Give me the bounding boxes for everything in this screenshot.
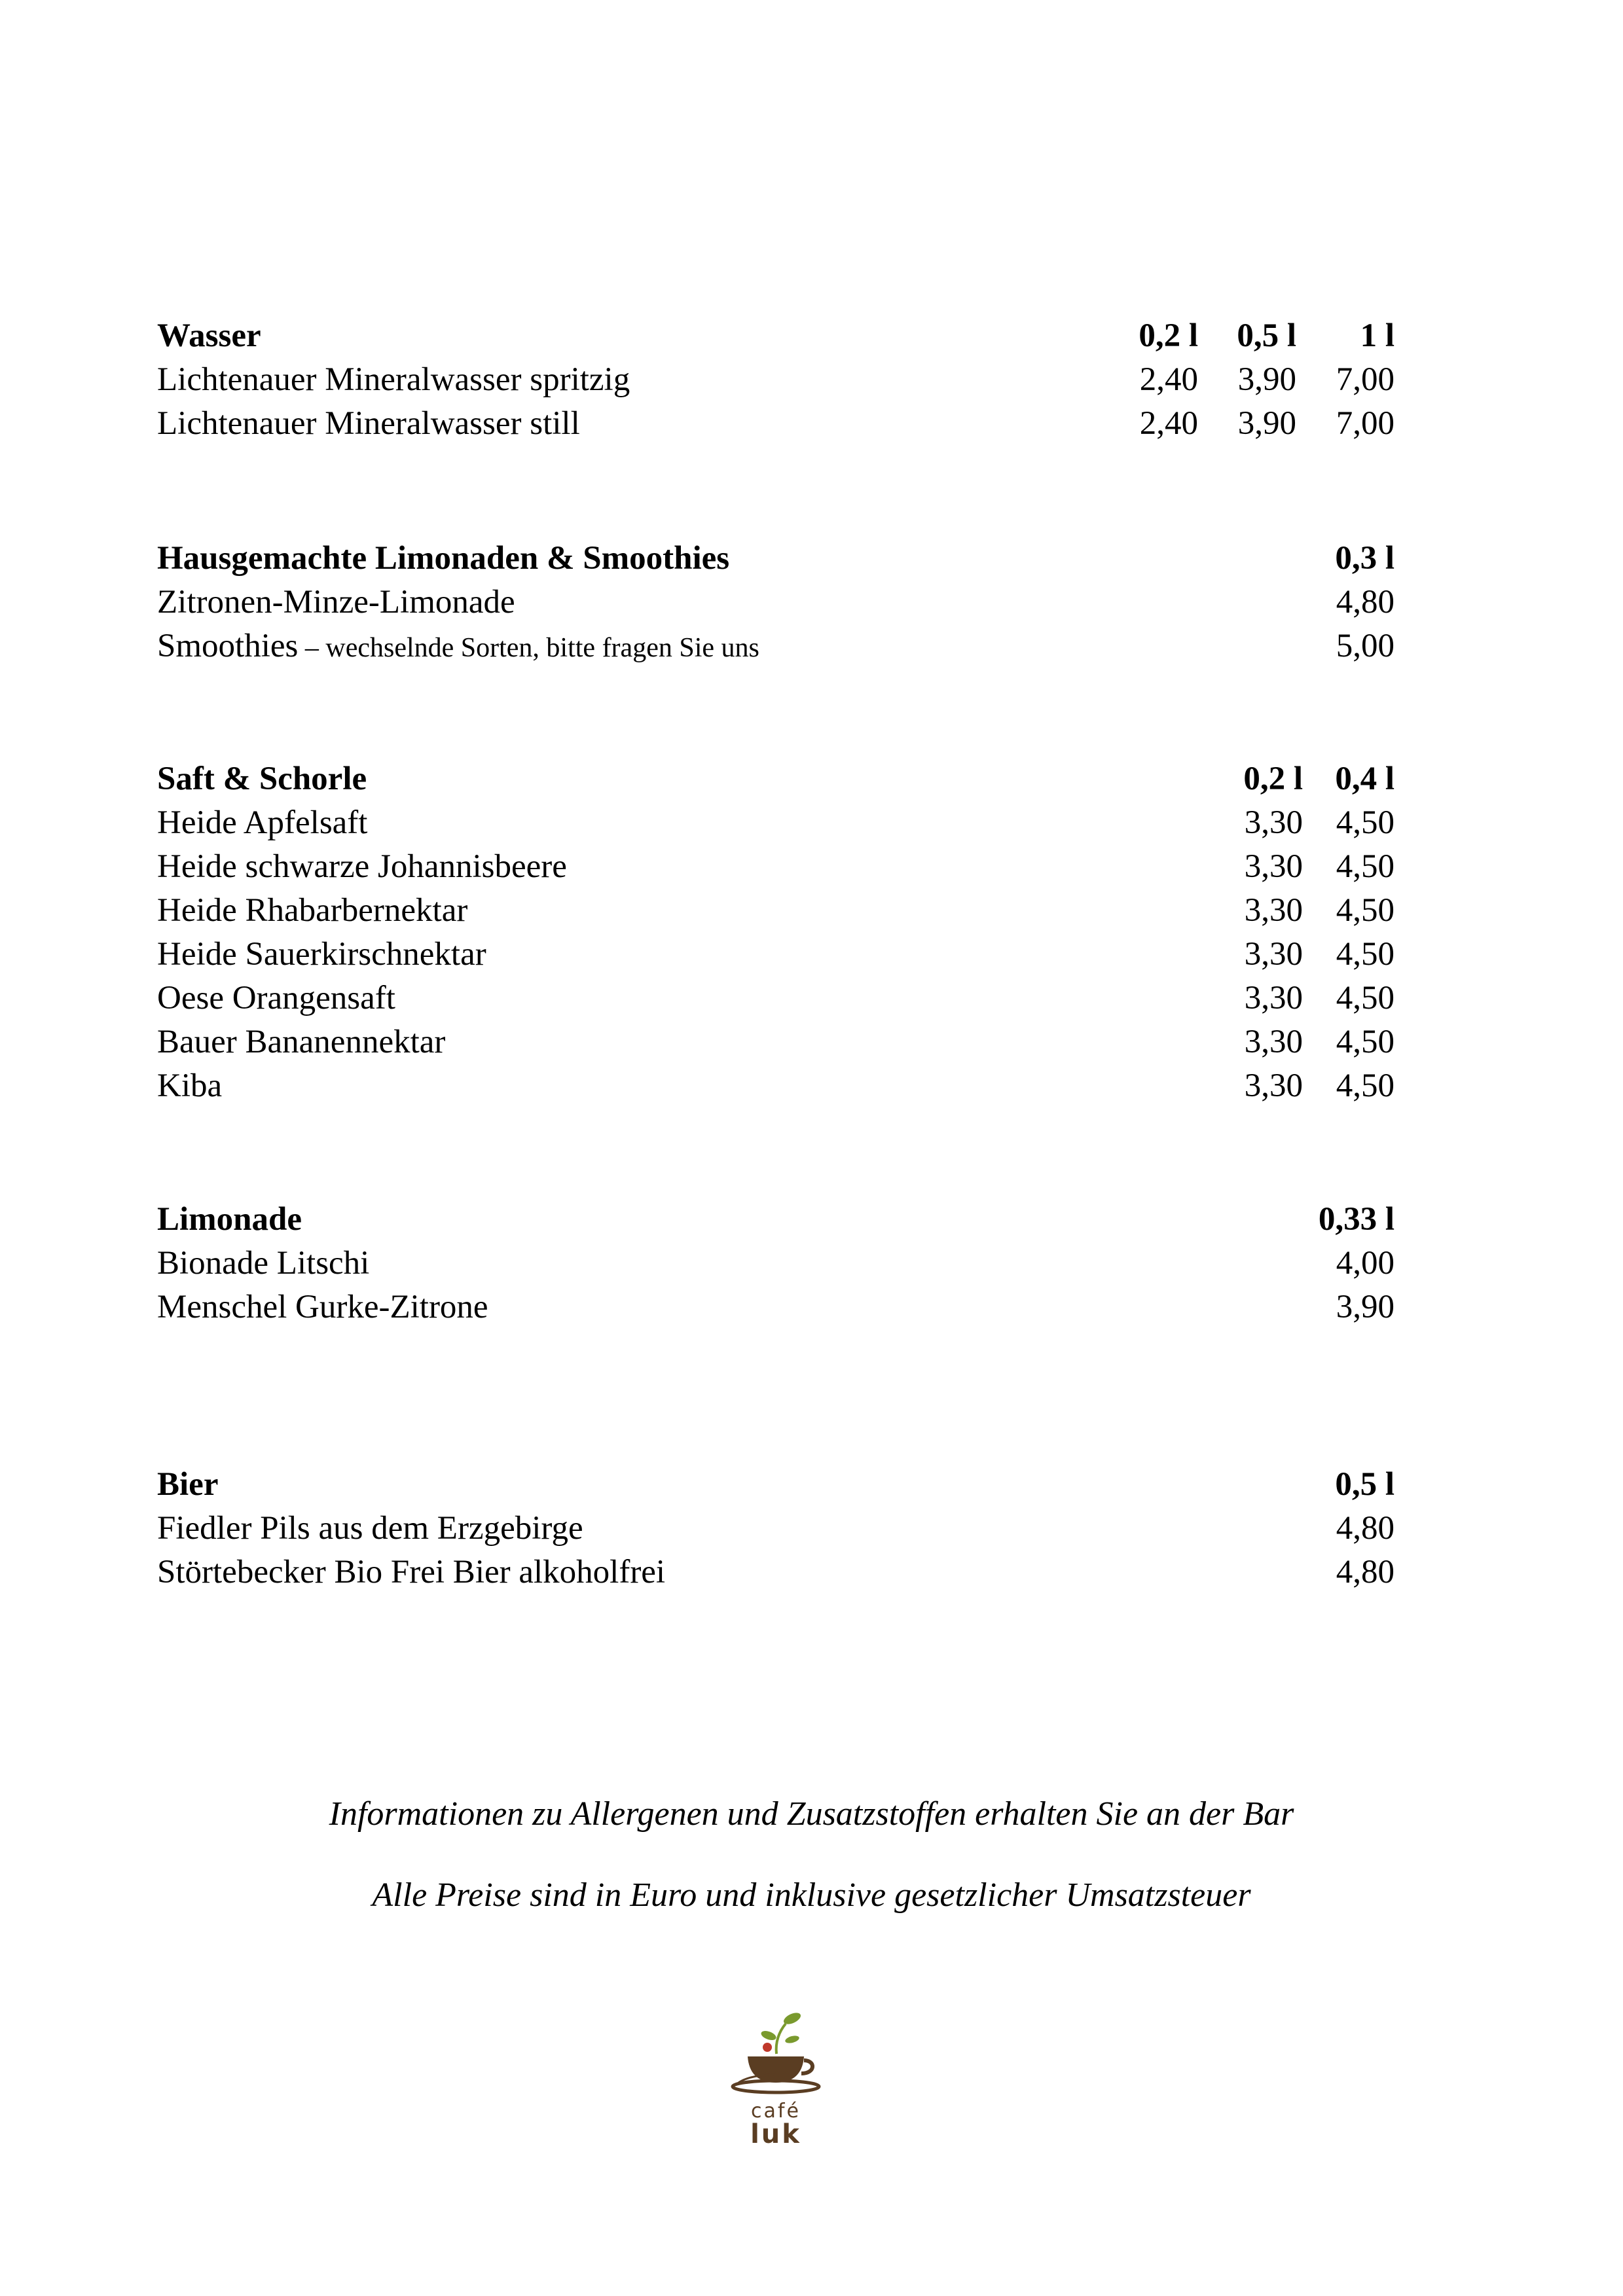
menu-item: [157, 402, 1395, 446]
size-headers: [1264, 537, 1395, 581]
menu-item: [157, 1064, 1395, 1108]
item-prices: [1231, 801, 1395, 845]
item-price: 7,00: [1336, 361, 1395, 398]
item-name: Heide Sauerkirschnektar: [157, 936, 486, 973]
item-name: Menschel Gurke-Zitrone: [157, 1289, 488, 1325]
item-price: 3,30: [1244, 848, 1303, 885]
item-label: [157, 624, 759, 670]
section-header: [157, 314, 1395, 358]
item-price: 4,80: [1336, 1554, 1395, 1590]
item-prices: [1264, 1242, 1395, 1285]
item-label: [157, 581, 515, 626]
item-price: 3,30: [1244, 1024, 1303, 1060]
item-name: Heide Rhabarbernektar: [157, 892, 468, 929]
section-wasser: [157, 314, 1395, 446]
item-prices: [1231, 889, 1395, 933]
menu-item: [157, 933, 1395, 977]
item-prices: [1264, 1507, 1395, 1551]
size-headers: [1231, 757, 1395, 801]
size-header: 0,2 l: [1139, 317, 1198, 354]
item-price: 3,30: [1244, 980, 1303, 1016]
item-prices: [1133, 402, 1395, 446]
item-prices: [1264, 624, 1395, 668]
item-prices: [1133, 358, 1395, 402]
menu-item: [157, 358, 1395, 402]
item-note: – wechselnde Sorten, bitte fragen Sie uns: [298, 633, 759, 663]
item-price: 3,30: [1244, 1067, 1303, 1104]
item-price: 4,80: [1336, 584, 1395, 620]
size-header: 0,33 l: [1318, 1201, 1395, 1238]
size-header: 0,5 l: [1237, 317, 1296, 354]
size-header: 0,5 l: [1335, 1466, 1395, 1503]
logo-text-luk: luk: [750, 2119, 801, 2149]
logo-text-cafe: café: [751, 2100, 801, 2123]
item-price: 4,50: [1336, 1024, 1395, 1060]
item-name: Bauer Bananennektar: [157, 1024, 446, 1060]
item-name: Heide Apfelsaft: [157, 804, 368, 841]
section-header: [157, 537, 1395, 581]
item-name: Heide schwarze Johannisbeere: [157, 848, 567, 885]
size-header: 0,4 l: [1335, 761, 1395, 797]
item-prices: [1231, 977, 1395, 1020]
item-price: 3,90: [1237, 361, 1296, 398]
section-header: [157, 1463, 1395, 1507]
item-price: 4,50: [1336, 804, 1395, 841]
item-price: 4,50: [1336, 1067, 1395, 1104]
section-title: Hausgemachte Limonaden & Smoothies: [157, 540, 730, 577]
item-price: 4,00: [1336, 1245, 1395, 1282]
cafe-luk-logo: [720, 2009, 831, 2153]
item-price: 2,40: [1139, 361, 1198, 398]
section-limonade: [157, 1198, 1395, 1329]
item-prices: [1264, 1285, 1395, 1329]
section-title: Wasser: [157, 317, 261, 354]
menu-item: [157, 1285, 1395, 1329]
item-name: Oese Orangensaft: [157, 980, 395, 1016]
section-title: Bier: [157, 1466, 219, 1503]
section-limonaden-smoothies: [157, 537, 1395, 668]
menu-item: [157, 1507, 1395, 1551]
section-header: [157, 1198, 1395, 1242]
item-price: 4,50: [1336, 936, 1395, 973]
item-price: 7,00: [1336, 405, 1395, 442]
item-name: Lichtenauer Mineralwasser spritzig: [157, 361, 630, 398]
menu-item: [157, 581, 1395, 624]
size-header: 0,2 l: [1243, 761, 1303, 797]
item-name: Bionade Litschi: [157, 1245, 370, 1282]
menu-item: [157, 1551, 1395, 1594]
size-headers: [1264, 1463, 1395, 1507]
item-name: Lichtenauer Mineralwasser still: [157, 405, 580, 442]
size-headers: [1133, 314, 1395, 358]
item-name: Fiedler Pils aus dem Erzgebirge: [157, 1510, 583, 1547]
item-name: Störtebecker Bio Frei Bier alkoholfrei: [157, 1554, 666, 1590]
menu-item: [157, 1242, 1395, 1285]
size-headers: [1264, 1198, 1395, 1242]
item-prices: [1231, 1020, 1395, 1064]
item-price: 3,30: [1244, 804, 1303, 841]
item-price: 3,90: [1237, 405, 1296, 442]
section-bier: [157, 1463, 1395, 1594]
size-header: 0,3 l: [1335, 540, 1395, 577]
allergen-info-text: Informationen zu Allergenen und Zusatzstoffen erhalten Sie an der Bar: [329, 1795, 1294, 1833]
menu-item: [157, 889, 1395, 933]
item-price: 2,40: [1139, 405, 1198, 442]
item-name: Zitronen-Minze-Limonade: [157, 584, 515, 620]
section-title: Limonade: [157, 1201, 302, 1238]
item-price: 4,50: [1336, 892, 1395, 929]
item-price: 4,50: [1336, 980, 1395, 1016]
item-prices: [1231, 1064, 1395, 1108]
item-price: 4,80: [1336, 1510, 1395, 1547]
item-price: 3,30: [1244, 936, 1303, 973]
item-prices: [1231, 933, 1395, 977]
item-price: 3,30: [1244, 892, 1303, 929]
section-header: [157, 757, 1395, 801]
section-saft-schorle: [157, 757, 1395, 1108]
item-prices: [1231, 845, 1395, 889]
item-prices: [1264, 1551, 1395, 1594]
item-price: 5,00: [1336, 628, 1395, 664]
size-header: 1 l: [1360, 317, 1395, 354]
item-price: 3,90: [1336, 1289, 1395, 1325]
coffee-cup-icon: [720, 2009, 831, 2101]
menu-item: [157, 845, 1395, 889]
menu-item: [157, 977, 1395, 1020]
section-title: Saft & Schorle: [157, 761, 367, 797]
item-price: 4,50: [1336, 848, 1395, 885]
menu-item: [157, 1020, 1395, 1064]
price-info-text: Alle Preise sind in Euro und inklusive gesetzlicher Umsatzsteuer: [372, 1876, 1251, 1914]
item-name: Smoothies: [157, 628, 299, 664]
menu-item: [157, 624, 1395, 668]
item-prices: [1264, 581, 1395, 624]
menu-item: [157, 801, 1395, 845]
item-name: Kiba: [157, 1067, 223, 1104]
